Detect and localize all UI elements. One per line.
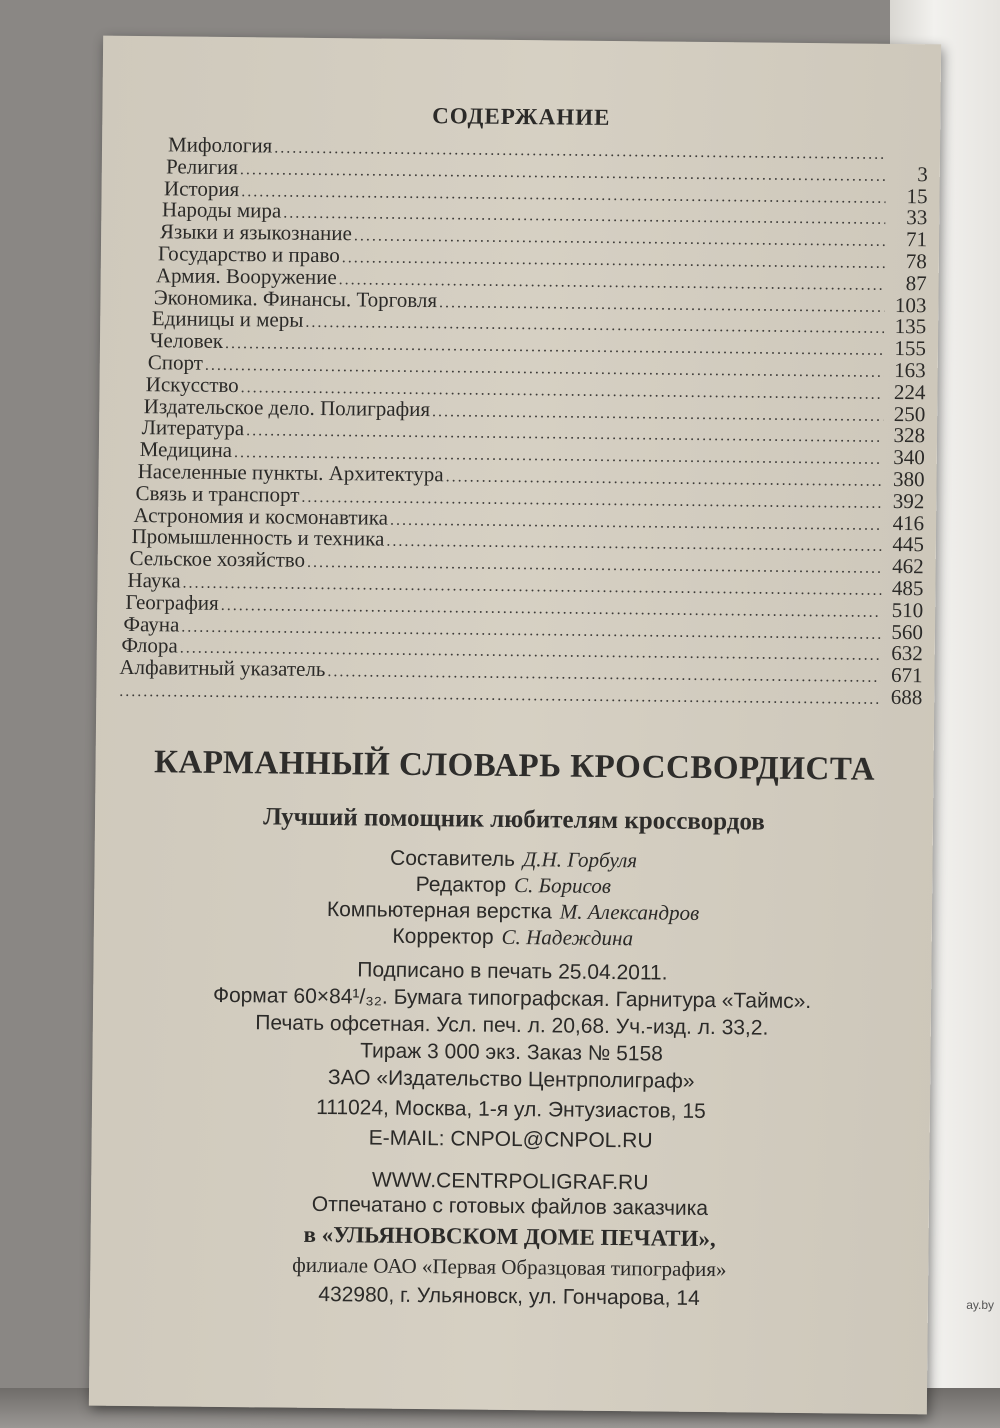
credit-role: Компьютерная верстка — [326, 898, 552, 924]
toc-entry-page: 560 — [891, 619, 924, 644]
toc-entry-title: Человек — [149, 328, 224, 354]
printer-block — [90, 1188, 929, 1317]
toc-entry-title: Спорт — [147, 350, 204, 375]
toc-entry-title: Народы мира — [161, 197, 282, 223]
credit-role: Корректор — [392, 924, 494, 949]
publisher-address: 111024, Москва, 1-я ул. Энтузиастов, 15 — [316, 1095, 706, 1124]
toc-entry-page: 87 — [905, 270, 927, 296]
publisher-name: ЗАО «Издательство Центрполиграф» — [327, 1066, 695, 1093]
toc-entry-title: Связь и транспорт — [135, 480, 300, 507]
publisher-email: E-MAIL: CNPOL@CNPOL.RU — [368, 1126, 653, 1153]
toc-entry-title: Сельское хозяйство — [129, 546, 306, 572]
toc-entry-page: 78 — [905, 249, 928, 274]
toc-entry-title: Единицы и меры — [151, 306, 304, 333]
imprint-block — [92, 954, 931, 1071]
credit-role: Редактор — [415, 872, 507, 897]
toc-entry-title: Астрономия и космонавтика — [133, 502, 389, 530]
credit-name: С. Борисов — [513, 873, 612, 899]
toc-entry-page: 380 — [892, 466, 925, 492]
toc-entry-page: 103 — [894, 292, 927, 317]
toc-entry-page: 3 — [917, 161, 928, 187]
watermark: ay.by — [966, 1298, 994, 1312]
toc-entry-page: 250 — [893, 401, 926, 426]
toc-entry-title: Религия — [165, 154, 239, 179]
imprint-signed-date: Подписано в печать 25.04.2011. — [357, 958, 668, 985]
publisher-block — [91, 1061, 930, 1202]
toc-entry-title: Государство и право — [157, 241, 340, 268]
credit-name: Д.Н. Горбуля — [522, 847, 638, 873]
toc-entry-title: Фауна — [123, 611, 180, 637]
toc-entry-page: 33 — [906, 205, 928, 230]
toc-entry-page: 510 — [891, 597, 924, 623]
toc-entry-page: 224 — [893, 379, 926, 405]
book-page — [89, 36, 941, 1415]
toc-heading: СОДЕРЖАНИЕ — [432, 103, 611, 130]
toc-entry-page: 155 — [894, 336, 927, 361]
toc-entry-title: Армия. Вооружение — [155, 262, 337, 289]
printer-line-2: в «УЛЬЯНОВСКОМ ДОМЕ ПЕЧАТИ», — [303, 1221, 716, 1252]
toc-entry-page: 135 — [894, 314, 927, 339]
toc-entry-page: 462 — [892, 554, 924, 579]
toc-entry-page: 163 — [894, 357, 926, 383]
toc-entry-page: 671 — [890, 663, 923, 688]
credit-name: М. Александров — [559, 899, 700, 925]
book-title: КАРМАННЫЙ СЛОВАРЬ КРОССВОРДИСТА — [153, 744, 876, 788]
table-of-contents — [119, 132, 928, 710]
printer-line-1: Отпечатано с готовых файлов заказчика — [311, 1192, 709, 1221]
toc-entry-title: Искусство — [145, 371, 239, 397]
toc-entry-page: 688 — [890, 684, 923, 710]
credit-role: Составитель — [389, 846, 516, 872]
toc-entry-title: География — [125, 589, 219, 615]
printer-line-3: филиале ОАО «Первая Образцовая типография» — [292, 1252, 727, 1282]
toc-entry-page: 632 — [891, 641, 923, 666]
toc-entry-page: 445 — [892, 532, 925, 557]
imprint-format: Формат 60×84¹/₃₂. Бумага типографская. Гарнитура «Таймс». — [212, 983, 812, 1014]
toc-entry-title: Издательское дело. Полиграфия — [143, 393, 431, 421]
toc-entry-page: 416 — [892, 510, 925, 535]
credits-block — [94, 842, 933, 955]
toc-entry-page: 328 — [893, 423, 926, 448]
printer-line-4: 432980, г. Ульяновск, ул. Гончарова, 14 — [318, 1282, 700, 1310]
toc-entry-title: Флора — [121, 633, 178, 658]
imprint-printing: Печать офсетная. Усл. печ. л. 20,68. Уч.-изд. л. 33,2. — [255, 1011, 769, 1040]
toc-entry-page: 15 — [906, 183, 928, 208]
toc-entry-page: 392 — [892, 488, 925, 514]
toc-entry-title: Литература — [141, 415, 245, 441]
toc-entry-title: Алфавитный указатель — [119, 654, 326, 682]
toc-entry-title: Медицина — [139, 437, 233, 463]
toc-entry-title: Наука — [127, 567, 181, 593]
toc-entry-title: История — [163, 175, 240, 201]
toc-entry-title: Языки и языкознание — [159, 219, 353, 246]
toc-entry-title: Мифология — [167, 132, 273, 158]
credit-name: С. Надеждина — [501, 924, 634, 951]
toc-entry-title: Промышленность и техника — [131, 524, 385, 551]
toc-entry-page: 71 — [905, 227, 928, 252]
publisher-website: WWW.CENTRPOLIGRAF.RU — [371, 1168, 649, 1195]
toc-entry-title: Населенные пункты. Архитектура — [137, 458, 444, 487]
imprint-circulation: Тираж 3 000 экз. Заказ № 5158 — [360, 1039, 664, 1066]
toc-entry-title: Экономика. Финансы. Торговля — [153, 284, 438, 312]
toc-entry-page: 340 — [893, 445, 925, 470]
book-subtitle: Лучший помощник любителям кроссвордов — [263, 803, 765, 836]
toc-entry-page: 485 — [891, 575, 924, 601]
